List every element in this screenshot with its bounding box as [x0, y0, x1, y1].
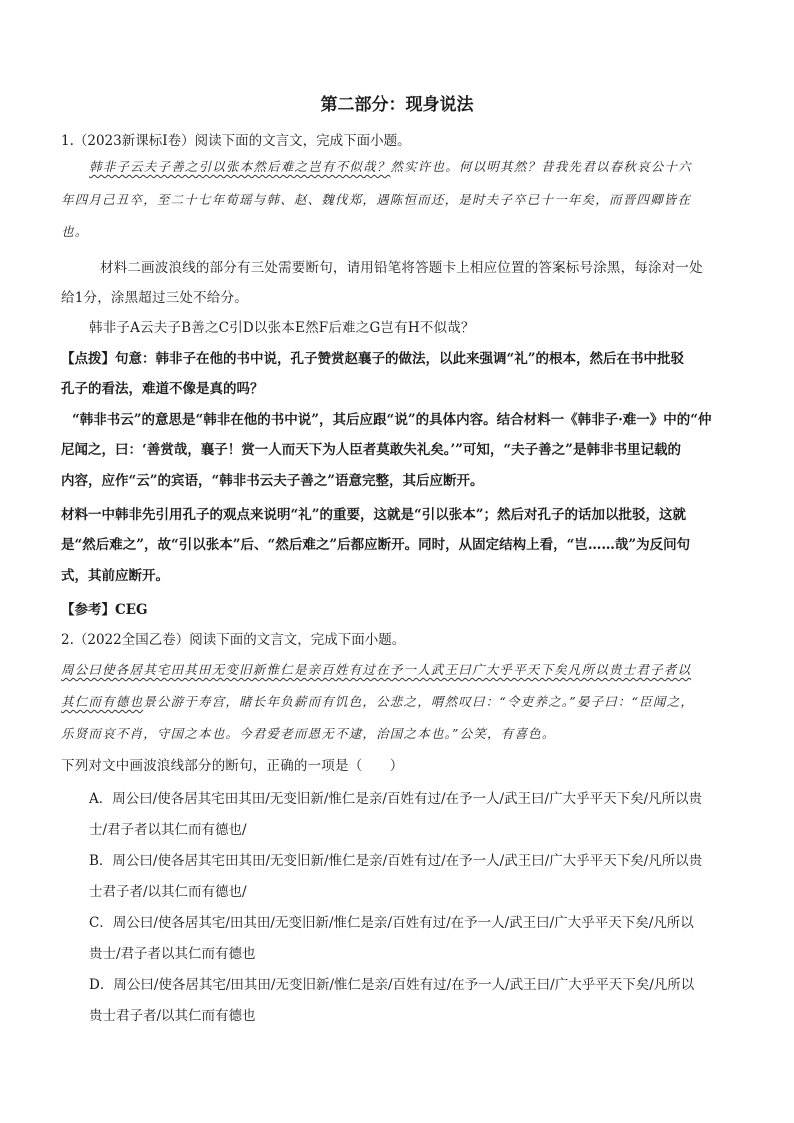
- q1-tip-line-4: 尼闻之，曰：‘善赏哉，襄子！赏一人而天下为人臣者莫敢失礼矣。’”可知，“夫子善之”是韩非书里记载的: [61, 442, 681, 458]
- q2-passage-line-3: 乐贤而哀不肖，守国之本也。今君爱老而恩无不逮，治国之本也。”公笑，有喜色。: [61, 726, 556, 741]
- q1-passage-wavy: 韩非子云夫子善之引以张本然后难之岂有不似哉？: [89, 159, 391, 174]
- q2-passage-line-1: [61, 660, 691, 678]
- q1-passage-line-3: 也。: [61, 224, 89, 239]
- option-c-line-1: C．周公曰/使各居其宅/田其田/无变旧新/惟仁是亲/百姓有过/在予一人/武王曰/广大乎平天下矣/凡所以: [89, 915, 694, 931]
- page-title: 第二部分：现身说法: [320, 95, 474, 115]
- q1-instruction-line-2: 给1分，涂黑超过三处不给分。: [61, 290, 248, 306]
- q1-answer: 【参考】CEG: [61, 602, 148, 618]
- q1-passage-line-1: [89, 157, 692, 175]
- q1-tip-line-7: 是“然后难之”，故“引以张本”后、“然后难之”后都应断开。同时，从固定结构上看，“岂……哉”为反问句: [61, 537, 691, 553]
- q1-tip-line-5: 内容，应作“云”的宾语，“韩非书云夫子善之”语意完整，其后应断开。: [61, 473, 484, 489]
- option-d-line-1: D．周公曰/使各居其宅/田其田/无变旧新/惟仁是亲/百姓有过/在予一人/武王曰/广大乎平天下矣/凡所以: [89, 977, 695, 993]
- option-b-line-1: B．周公曰/使各居其宅田其田/无变旧新/惟仁是亲/百姓有过/在予一人/武王曰/广大乎平天下矣/凡所以贵: [89, 853, 703, 869]
- q2-question: 下列对文中画波浪线部分的断句，正确的一项是（ ）: [61, 758, 404, 774]
- option-a-line-1: A．周公曰/使各居其宅田其田/无变旧新/惟仁是亲/百姓有过/在予一人/武王曰/广大乎平天下矣/凡所以贵: [89, 791, 703, 807]
- q1-tip-line-1: 【点拨】句意：韩非子在他的书中说，孔子赞赏赵襄子的做法，以此来强调“礼”的根本，然后在书中批驳: [61, 351, 685, 367]
- q1-tip-line-6: 材料一中韩非先引用孔子的观点来说明“礼”的重要，这就是“引以张本”；然后对孔子的话加以批驳，这就: [61, 507, 687, 523]
- option-c-line-2: 贵士/君子者以其仁而有德也: [89, 946, 256, 962]
- question-1-header: 1.（2023新课标Ⅰ卷）阅读下面的文言文，完成下面小题。: [61, 133, 411, 149]
- question-2-header: 2.（2022全国乙卷）阅读下面的文言文，完成下面小题。: [61, 632, 406, 648]
- q1-passage-l1-rest: 然实许也。何以明其然？昔我先君以春秋哀公十六: [390, 159, 692, 174]
- q2-passage-line-2: [61, 692, 694, 710]
- q1-tip-line-3: “韩非书云”的意思是“韩非在他的书中说”，其后应跟“说”的具体内容。结合材料一《韩非子·难一》中的“仲: [72, 412, 712, 428]
- q1-tip-line-2: 孔子的看法，难道不像是真的吗？: [61, 381, 264, 397]
- q1-instruction-line-1: 材料二画波浪线的部分有三处需要断句，请用铅笔将答题卡上相应位置的答案标号涂黑，每涂对一处: [100, 260, 703, 276]
- q2-passage-l2-rest: 景公游于寿宫，睹长年负薪而有饥色，公悲之，喟然叹曰：“令吏养之。”晏子曰：“臣闻之，: [143, 694, 695, 709]
- q1-labeled-sentence: 韩非子A云夫子B善之C引D以张本E然F后难之G岂有H不似哉？: [89, 320, 475, 336]
- option-d-line-2: 贵士君子者/以其仁而有德也: [89, 1008, 256, 1024]
- q2-passage-wavy-1: 周公曰使各居其宅田其田无变旧新惟仁是亲百姓有过在予一人武王曰广大乎平天下矣凡所以贵士君子者以: [61, 662, 692, 677]
- q1-tip-line-8: 式，其前应断开。: [61, 568, 169, 584]
- q2-passage-wavy-2: 其仁而有德也: [61, 694, 144, 709]
- q1-passage-line-2: 年四月己丑卒，至二十七年荀瑶与韩、赵、魏伐郑，遇陈恒而还，是时夫子卒已十一年矣，而晋四卿皆在: [61, 192, 692, 207]
- option-a-line-2: 士/君子者以其仁而有德也/: [89, 822, 247, 838]
- option-b-line-2: 士君子者/以其仁而有德也/: [89, 884, 247, 900]
